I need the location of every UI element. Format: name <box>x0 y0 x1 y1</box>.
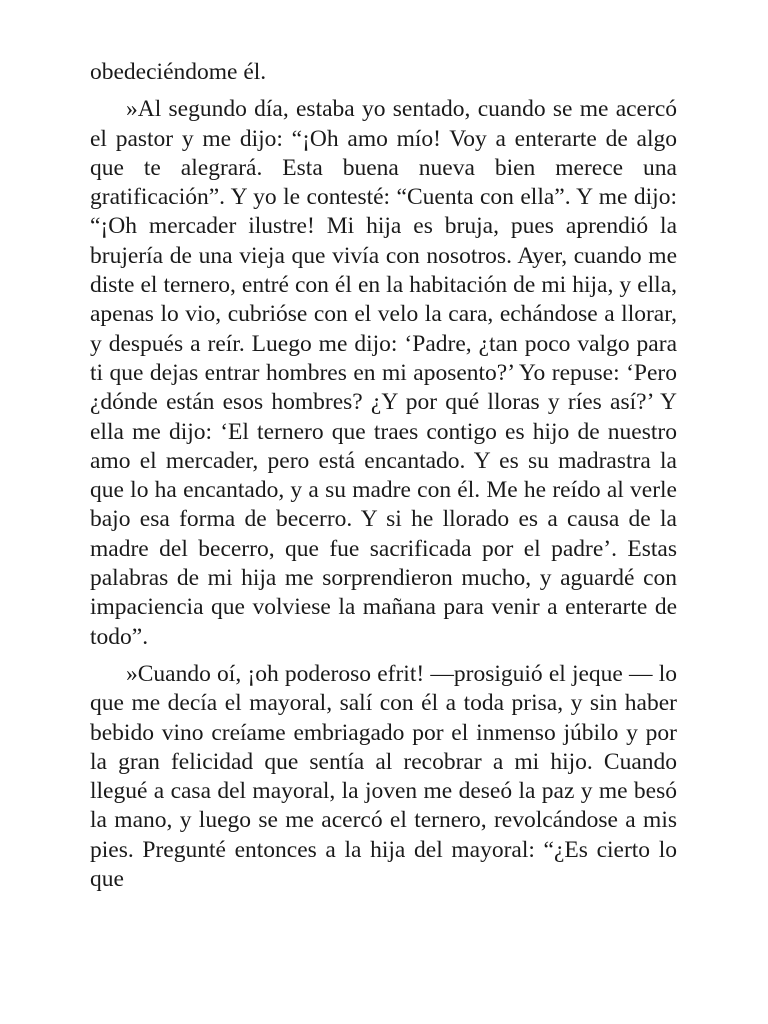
paragraph-continued: obedeciéndome él. <box>90 59 267 85</box>
document-page <box>90 58 677 894</box>
paragraph-sheikh-continues: »Cuando oí, ¡oh poderoso efrit! —prosiguió el jeque — lo que me decía el mayoral, salí con él a toda prisa, y sin haber bebido vino creíame embriagado por el inmenso júbilo y por la gran felicidad que sentía al recobrar a mi hijo. Cuando llegué a casa del mayoral, la joven me deseó la paz y me besó la mano, y luego se me acercó el ternero, revolcándose a mis pies. Pregunté entonces a la hija del mayoral: “¿Es cierto lo que <box>90 660 677 893</box>
paragraph-shepherd-story: »Al segundo día, estaba yo sentado, cuando se me acercó el pastor y me dijo: “¡Oh amo mío! Voy a enterarte de algo que te alegrará. Esta buena nueva bien merece una gratificación”. Y yo le contesté: “Cuenta con ella”. Y me dijo: “¡Oh mercader ilustre! Mi hija es bruja, pues aprendió la brujería de una vieja que vivía con nosotros. Ayer, cuando me diste el ternero, entré con él en la habitación de mi hija, y ella, apenas lo vio, cubrióse con el velo la cara, echándose a llorar, y después a reír. Luego me dijo: ‘Padre, ¿tan poco valgo para ti que dejas entrar hombres en mi aposento?’ Yo repuse: ‘Pero ¿dónde están esos hombres? ¿Y por qué lloras y ríes así?’ Y ella me dijo: ‘El ternero que traes contigo es hijo de nuestro amo el mercader, pero está encantado. Y es su madrastra la que lo ha encantado, y a su madre con él. Me he reído al verle bajo esa forma de becerro. Y si he llorado es a causa de la madre del becerro, que fue sacrificada por el padre’. Estas palabras de mi hija me sorprendieron mucho, y aguardé con impaciencia que volviese la mañana para venir a enterarte de todo”. <box>90 96 677 650</box>
